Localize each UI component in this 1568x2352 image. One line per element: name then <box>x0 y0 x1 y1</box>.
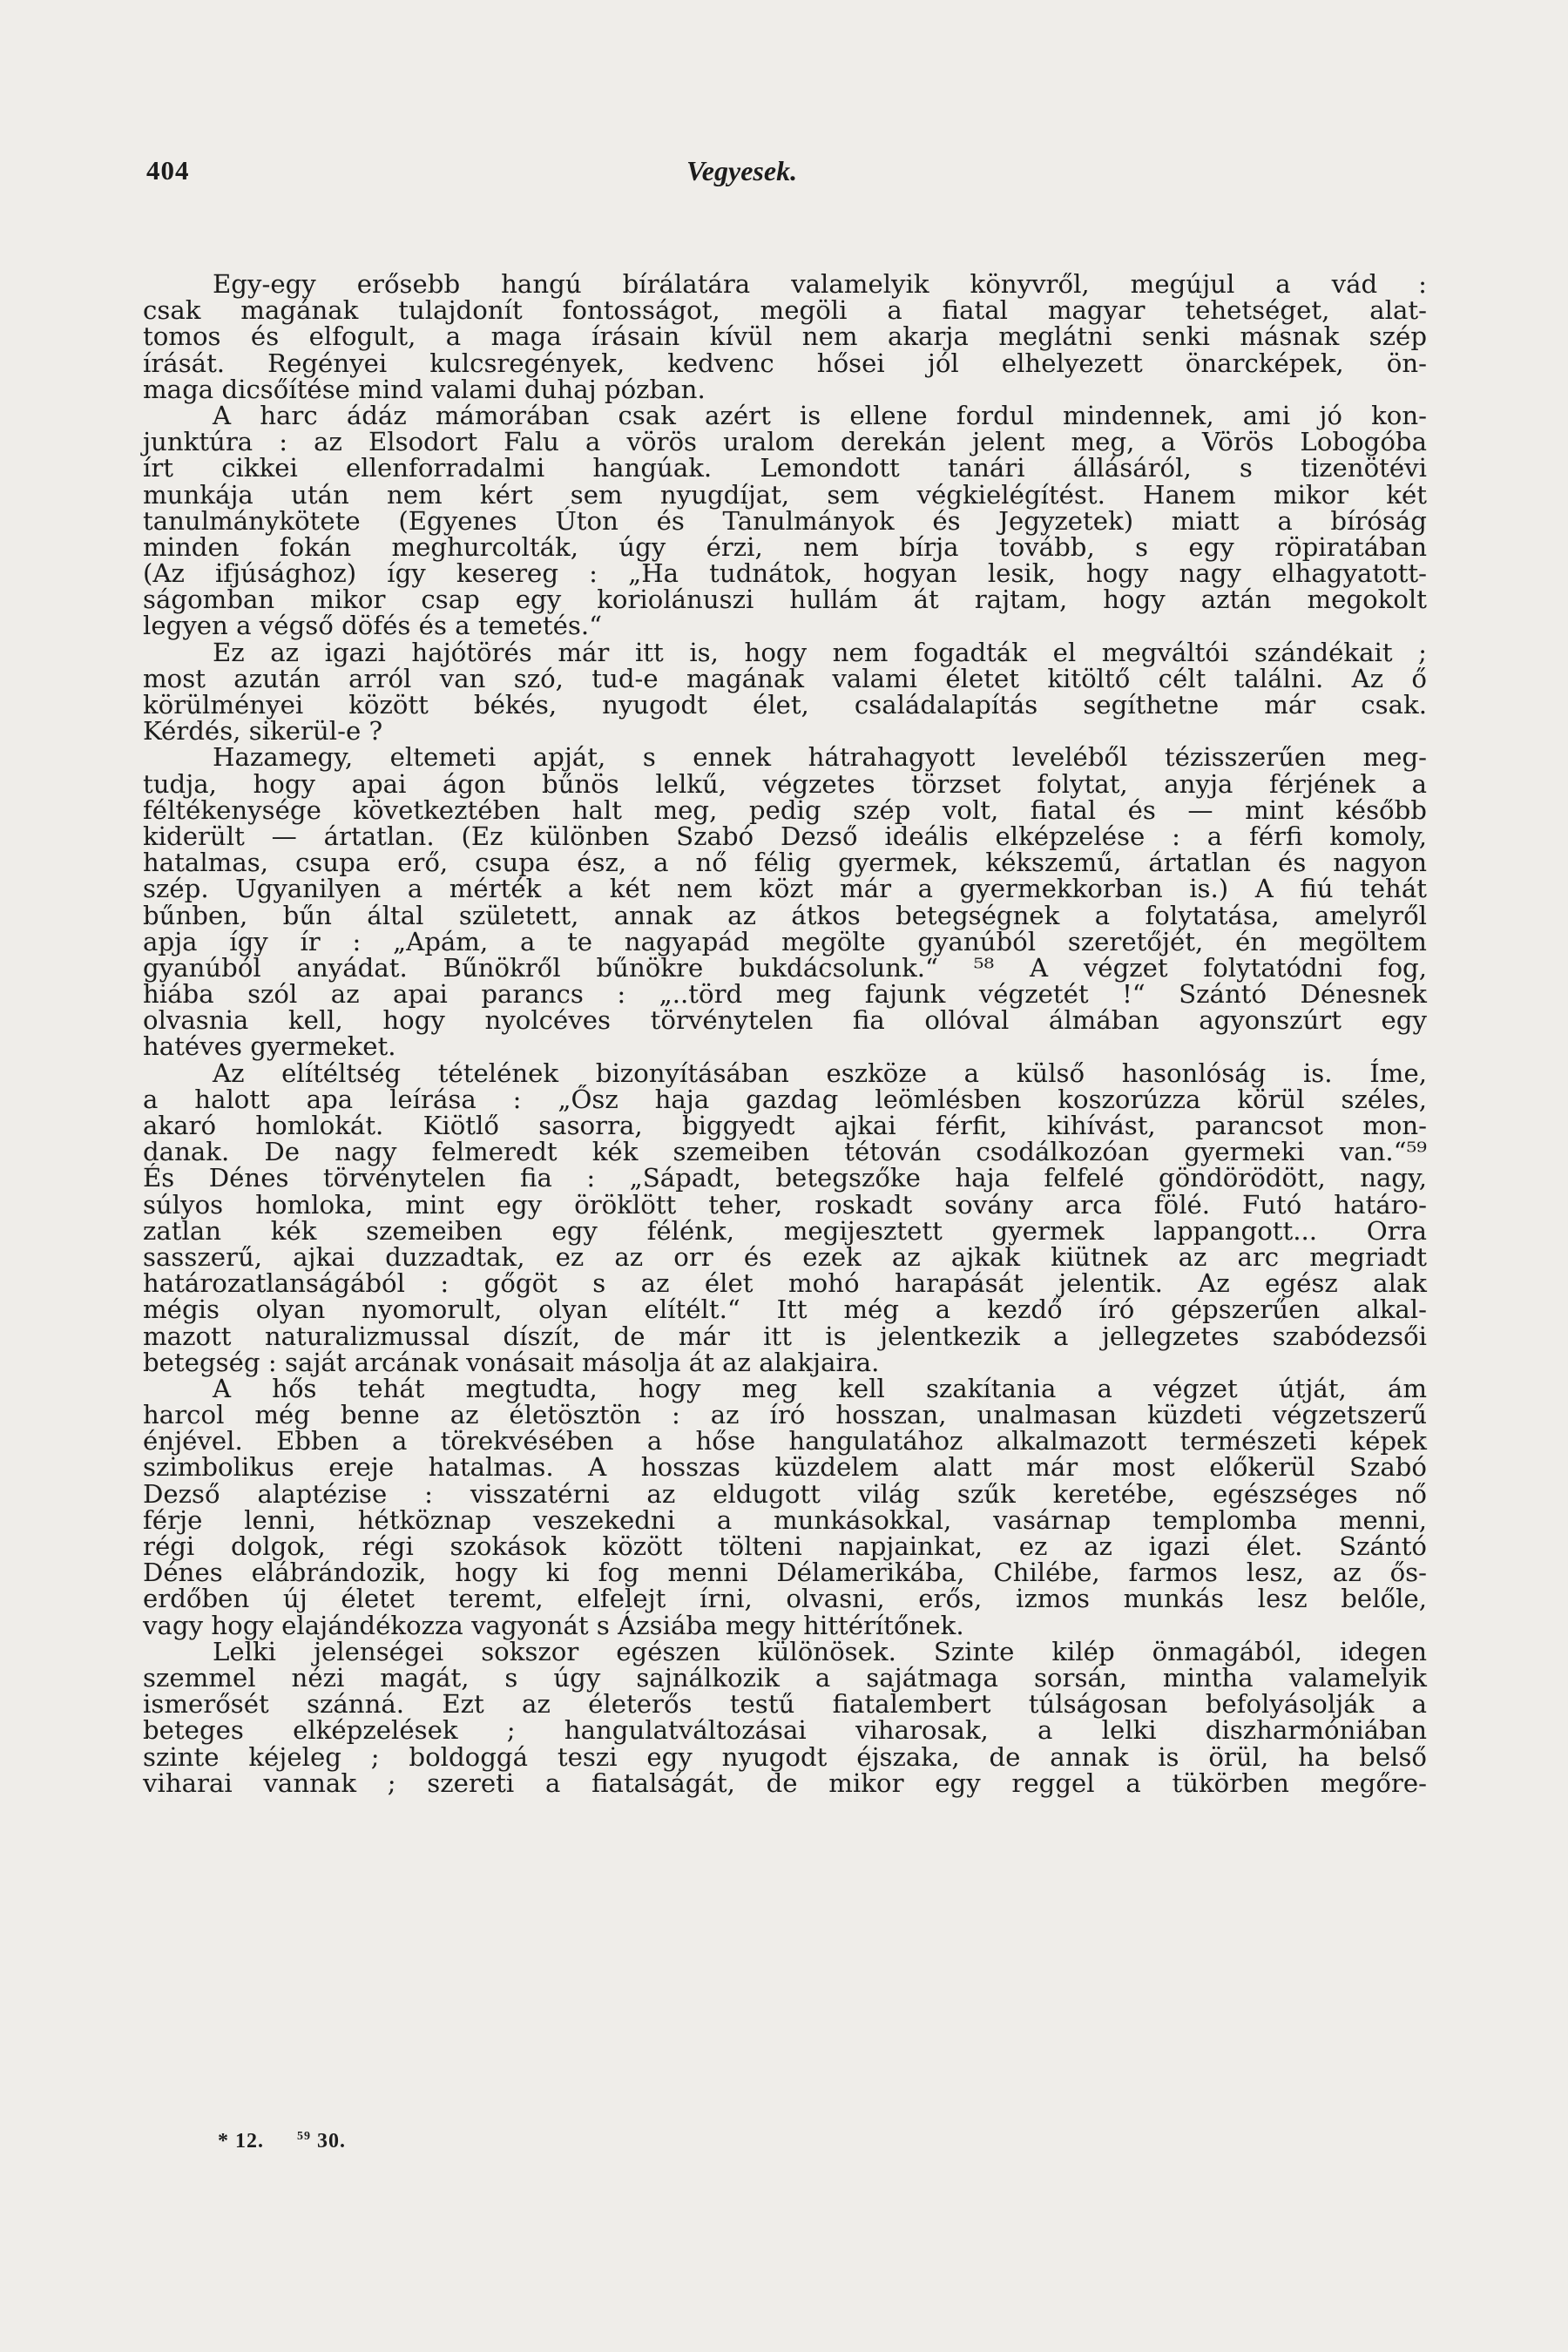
text-line: Egy-egy erősebb hangú bírálatára valamelyik könyvről, megújul a vád : <box>213 269 1427 299</box>
page-header <box>146 155 1436 190</box>
text-line: súlyos homloka, mint egy öröklött teher, roskadt sovány arca fölé. Futó határo- <box>143 1189 1427 1220</box>
text-line: maga dicsőítése mind valami duhaj pózban. <box>143 374 706 404</box>
text-line: körülményei között békés, nyugodt élet, családalapítás segíthetne már csak. <box>143 690 1427 720</box>
text-line: most azután arról van szó, tud-e magának valami életet kitöltő célt találni. Az ő <box>143 663 1427 693</box>
text-line: férje lenni, hétköznap veszekedni a munkásokkal, vasárnap templomba menni, <box>143 1504 1427 1535</box>
text-line: gyanúból anyádat. Bűnökről bűnökre bukdácsolunk.“ ⁵⁸ A végzet folytatódni fog, <box>143 952 1427 983</box>
text-line: tanulmánykötete (Egyenes Úton és Tanulmányok és Jegyzetek) miatt a bíróság <box>143 505 1427 536</box>
text-line: csak magának tulajdonít fontosságot, megöli a fiatal magyar tehetséget, alat- <box>143 295 1427 326</box>
text-line: (Az ifjúsághoz) így kesereg : „Ha tudnátok, hogyan lesik, hogy nagy elhagyatott- <box>143 558 1427 589</box>
text-line: tudja, hogy apai ágon bűnös lelkű, végzetes törzset folytat, anyja férjének a <box>143 768 1427 799</box>
text-line: sasszerű, ajkai duzzadtak, ez az orr és ezek az ajkak kiütnek az arc megriadt <box>143 1241 1427 1272</box>
text-line: szinte kéjeleg ; boldoggá teszi egy nyugodt éjszaka, de annak is örül, ha belső <box>143 1741 1427 1772</box>
text-line: olvasnia kell, hogy nyolcéves törvénytelen fia ollóval álmában agyonszúrt egy <box>143 1005 1427 1036</box>
footnote-second-mark: 59 <box>297 2130 311 2143</box>
text-line: féltékenysége következtében halt meg, pedig szép volt, fiatal és — mint később <box>143 794 1427 825</box>
text-line: Hazamegy, eltemeti apját, s ennek hátrahagyott leveléből tézisszerűen meg- <box>213 742 1427 773</box>
text-line: a halott apa leírása : „Ősz haja gazdag leömlésben koszorúzza körül széles, <box>143 1084 1427 1114</box>
text-line: A hős tehát megtudta, hogy meg kell szakítania a végzet útját, ám <box>213 1373 1427 1403</box>
text-line: régi dolgok, régi szokások között tölteni napjainkat, ez az igazi élet. Szántó <box>143 1531 1427 1561</box>
text-line: szemmel nézi magát, s úgy sajnálkozik a sajátmaga sorsán, mintha valamelyik <box>143 1662 1427 1693</box>
text-line: ismerősét szánná. Ezt az életerős testű fiatalembert túlságosan befolyásolják a <box>143 1689 1427 1720</box>
text-line: zatlan kék szemeiben egy félénk, megijesztett gyermek lappangott... Orra <box>143 1215 1427 1246</box>
footnote-second: 30. <box>317 2130 346 2153</box>
text-line: minden fokán meghurcolták, úgy érzi, nem bírja tovább, s egy röpiratában <box>143 531 1427 562</box>
text-line: munkája után nem kért sem nyugdíjat, sem végkielégítést. Hanem mikor két <box>143 479 1427 510</box>
text-line: hatalmas, csupa erő, csupa ész, a nő félig gyermek, kékszemű, ártatlan és nagyon <box>143 848 1427 878</box>
text-line: danak. De nagy felmeredt kék szemeiben tétován csodálkozóan gyermeki van.“⁵⁹ <box>143 1137 1427 1167</box>
text-line: Ez az igazi hajótörés már itt is, hogy nem fogadták el megváltói szándékait ; <box>213 637 1427 667</box>
text-line: erdőben új életet teremt, elfelejt írni, olvasni, erős, izmos munkás lesz belőle, <box>143 1584 1427 1614</box>
running-head: Vegyesek. <box>686 155 798 186</box>
text-line: És Dénes törvénytelen fia : „Sápadt, betegszőke haja felfelé göndörödött, nagy, <box>143 1163 1427 1193</box>
text-line: Lelki jelenségei sokszor egészen különösek. Szinte kilép önmagából, idegen <box>213 1636 1427 1666</box>
text-line: hiába szól az apai parancs : „..törd meg fajunk végzetét !“ Szántó Dénesnek <box>143 979 1427 1010</box>
text-line: akaró homlokát. Kiötlő sasorra, biggyedt ajkai férfit, kihívást, parancsot mon- <box>143 1111 1427 1140</box>
text-line: harcol még benne az életösztön : az író hosszan, unalmasan küzdeti végzetszerű <box>143 1400 1427 1430</box>
text-line: énjével. Ebben a törekvésében a hőse hangulatához alkalmazott természeti képek <box>143 1426 1427 1456</box>
text-line: legyen a végső döfés és a temetés.“ <box>143 611 603 641</box>
text-line: szimbolikus ereje hatalmas. A hosszas küzdelem alatt már most előkerül Szabó <box>143 1452 1427 1483</box>
page-number: 404 <box>146 155 190 186</box>
text-line: junktúra : az Elsodort Falu a vörös uralom derekán jelent meg, a Vörös Lobogóba <box>143 427 1427 457</box>
text-line: szép. Ugyanilyen a mérték a két nem közt már a gyermekkorban is.) A fiú tehát <box>143 874 1427 904</box>
text-line: mazott naturalizmussal díszít, de már itt is jelentkezik a jellegzetes szabódezsői <box>143 1321 1427 1351</box>
text-line: Dénes elábrándozik, hogy ki fog menni Délamerikába, Chilébe, farmos lesz, az ős- <box>143 1558 1427 1588</box>
text-line: Dezső alaptézise : visszatérni az eldugott világ szűk keretébe, egészséges nő <box>143 1478 1427 1509</box>
text-line: Az elítéltség tételének bizonyításában eszköze a külső hasonlóság is. Íme, <box>213 1058 1427 1088</box>
body-text <box>143 271 1427 1796</box>
text-line: ságomban mikor csap egy koriolánuszi hullám át rajtam, hogy aztán megokolt <box>143 585 1427 615</box>
text-line: írt cikkei ellenforradalmi hangúak. Lemondott tanári állásáról, s tizenötévi <box>143 453 1427 483</box>
footnote-first: 12. <box>235 2130 264 2153</box>
text-line: beteges elképzelések ; hangulatváltozásai viharosak, a lelki diszharmóniában <box>143 1715 1427 1746</box>
footnotes <box>218 2130 346 2153</box>
text-line: viharai vannak ; szereti a fiatalságát, de mikor egy reggel a tükörben megőre- <box>143 1767 1427 1798</box>
text-line: tomos és elfogult, a maga írásain kívül nem akarja meglátni senki másnak szép <box>143 321 1427 352</box>
text-line: apja így ír : „Apám, a te nagyapád megölte gyanúból szeretőjét, én megöltem <box>143 926 1427 956</box>
text-line: betegség : saját arcának vonásait másolja át az alakjaira. <box>143 1347 880 1377</box>
text-line: mégis olyan nyomorult, olyan elítélt.“ Itt még a kezdő író gépszerűen alkal- <box>143 1294 1427 1325</box>
text-line: írását. Regényei kulcsregények, kedvenc hősei jól elhelyezett önarcképek, ön- <box>143 348 1427 378</box>
text-line: vagy hogy elajándékozza vagyonát s Ázsiába megy hittérítőnek. <box>143 1610 964 1640</box>
footnote-marker: * <box>218 2130 229 2153</box>
text-line: kiderült — ártatlan. (Ez különben Szabó Dezső ideális elképzelése : a férfi komoly, <box>143 821 1427 851</box>
text-line: A harc ádáz mámorában csak azért is ellene fordul mindennek, ami jó kon- <box>213 400 1427 430</box>
text-line: bűnben, bűn által született, annak az átkos betegségnek a folytatása, amelyről <box>143 900 1427 930</box>
text-line: hatéves gyermeket. <box>143 1031 396 1062</box>
text-line: határozatlanságából : gőgöt s az élet mohó harapását jelentik. Az egész alak <box>143 1268 1427 1299</box>
text-line: Kérdés, sikerül-e ? <box>143 716 383 747</box>
